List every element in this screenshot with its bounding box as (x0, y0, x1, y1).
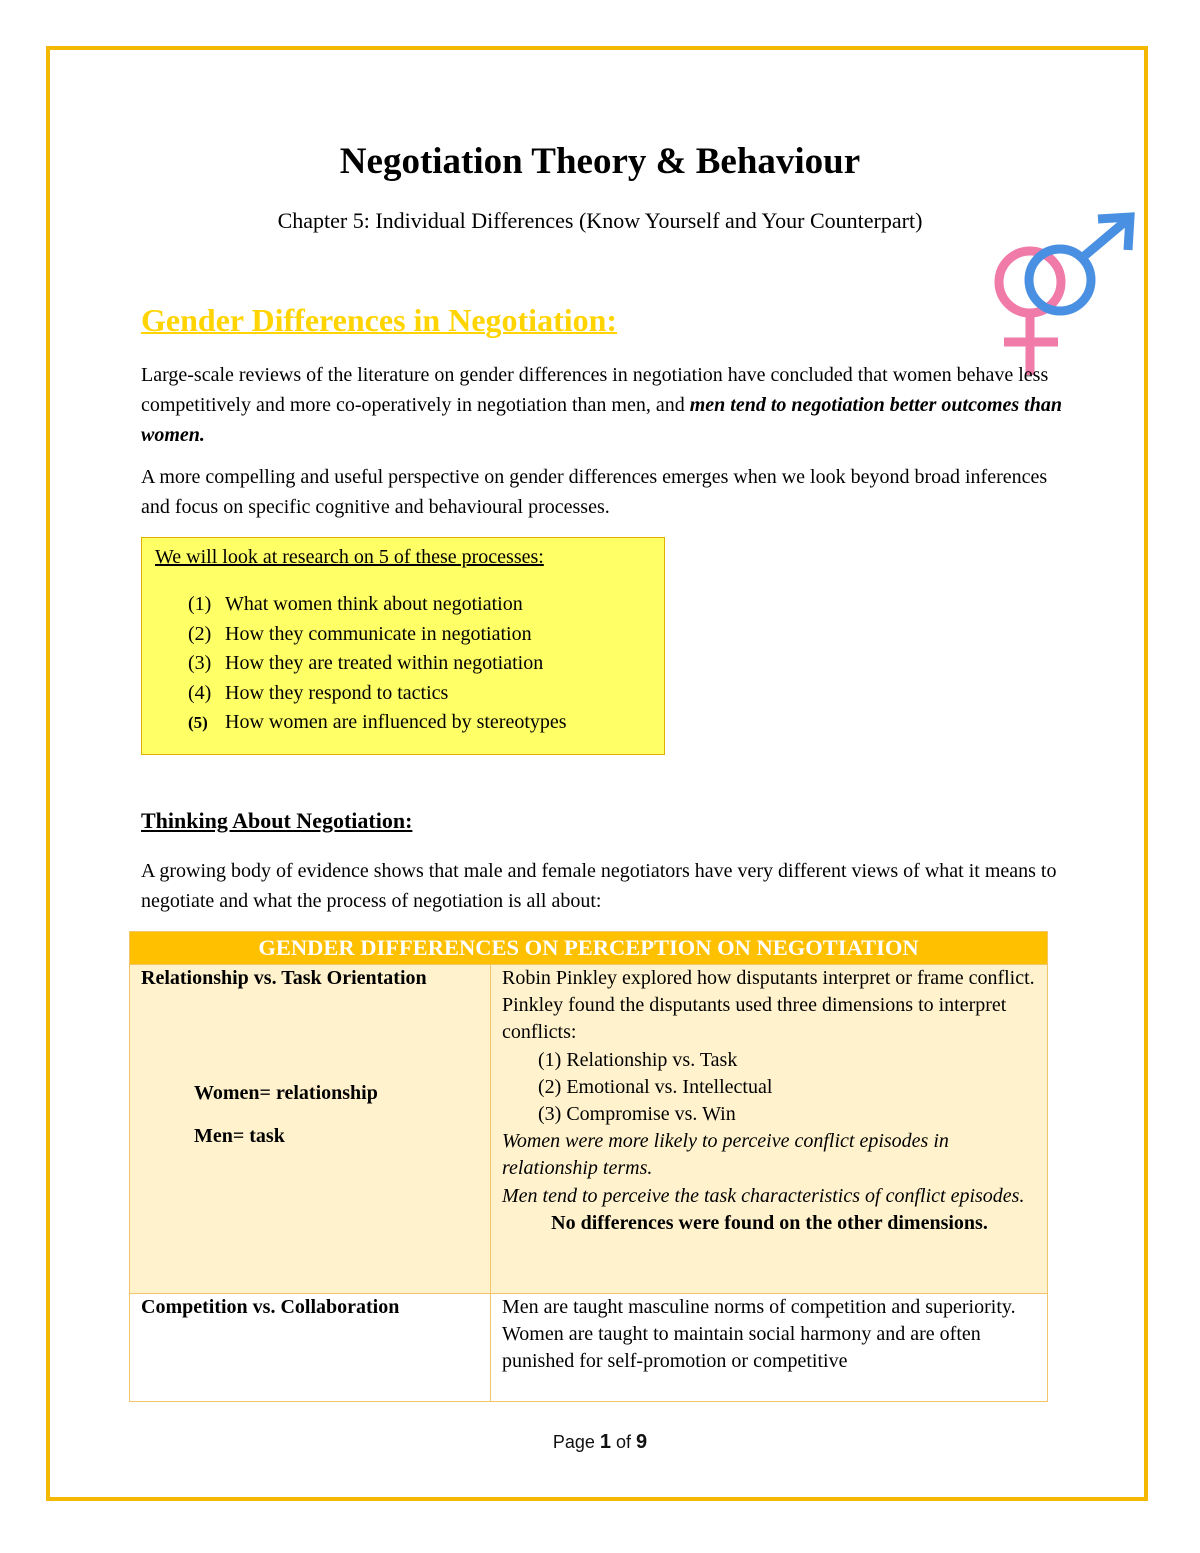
list-item (188, 620, 567, 650)
subheading: Thinking About Negotiation: (141, 808, 413, 833)
women-finding: Women were more likely to perceive conflict episodes in relationship terms. (502, 1130, 949, 1180)
list-text: How they communicate in negotiation (225, 622, 532, 645)
perspective-paragraph: A more compelling and useful perspective on gender differences emerges when we look beyond broad inferences and focus on specific cognitive and behavioural processes. (141, 466, 1048, 518)
no-difference-note: No differences were found on the other dimensions. (551, 1211, 988, 1234)
footer-prefix: Page (552, 1432, 595, 1452)
men-orientation: Men= task (194, 1125, 285, 1148)
list-number: (4) (188, 681, 212, 704)
table-cell-left (130, 965, 491, 1294)
table-cell-left (130, 1294, 491, 1402)
dimension-item: (3) Compromise vs. Win (538, 1103, 736, 1126)
row-title: Relationship vs. Task Orientation (141, 967, 427, 989)
cell-text: Women are taught to maintain social harmony and are often punished for self-promotion or competitive (502, 1323, 981, 1373)
list-text: What women think about negotiation (225, 593, 523, 615)
views-paragraph: A growing body of evidence shows that male and female negotiators have very different views of what it means to negotiate and what the process of negotiation is all about: (141, 860, 1057, 912)
list-item (188, 679, 567, 709)
table-cell-right (491, 1294, 1048, 1402)
intro-text: Large-scale reviews of the literature on gender differences in negotiation have concluded that women behave less competitively and more co-operatively in negotiation than men, and (141, 364, 1049, 416)
table-cell-right (491, 965, 1048, 1294)
list-number: (1) (188, 593, 212, 615)
gender-symbols-icon (990, 210, 1140, 380)
footer-of: of (616, 1432, 632, 1452)
intro-paragraph (141, 360, 1071, 450)
total-pages: 9 (636, 1431, 648, 1453)
cell-text: Pinkley found the disputants used three dimensions to interpret conflicts: (502, 994, 1007, 1044)
dimension-item: (1) Relationship vs. Task (538, 1048, 738, 1071)
list-text: How they are treated within negotiation (225, 652, 544, 674)
process-list (188, 590, 567, 738)
list-number: (5) (188, 713, 208, 732)
male-symbol-icon (1029, 217, 1130, 311)
callout-title: We will look at research on 5 of these processes: (155, 546, 544, 568)
section-heading: Gender Differences in Negotiation: (141, 302, 618, 338)
table-header: GENDER DIFFERENCES ON PERCEPTION ON NEGOTIATION (130, 932, 1048, 965)
list-number: (2) (188, 622, 212, 645)
list-item (188, 649, 567, 679)
page-footer (0, 1431, 1200, 1454)
men-finding: Men tend to perceive the task characteristics of conflict episodes. (502, 1184, 1025, 1207)
table-row (130, 965, 1048, 1294)
cell-text: Robin Pinkley explored how disputants interpret or frame conflict. (502, 967, 1035, 989)
women-orientation: Women= relationship (194, 1082, 378, 1105)
list-item (188, 708, 567, 738)
list-item (188, 590, 567, 620)
cell-text: Men are taught masculine norms of competition and superiority. (502, 1296, 1016, 1318)
list-text: How they respond to tactics (225, 681, 449, 704)
current-page: 1 (599, 1431, 611, 1453)
row-title: Competition vs. Collaboration (141, 1296, 400, 1318)
list-text: How women are influenced by stereotypes (225, 711, 567, 733)
processes-callout (141, 537, 665, 755)
intro-emphasis: men tend to negotiation better outcomes than women. (141, 394, 1062, 446)
dimension-item: (2) Emotional vs. Intellectual (538, 1075, 773, 1098)
table-row (130, 1294, 1048, 1402)
gender-differences-table (129, 931, 1048, 1402)
list-number: (3) (188, 652, 212, 674)
document-title: Negotiation Theory & Behaviour (339, 141, 861, 182)
document-subtitle: Chapter 5: Individual Differences (Know Yourself and Your Counterpart) (277, 208, 923, 233)
